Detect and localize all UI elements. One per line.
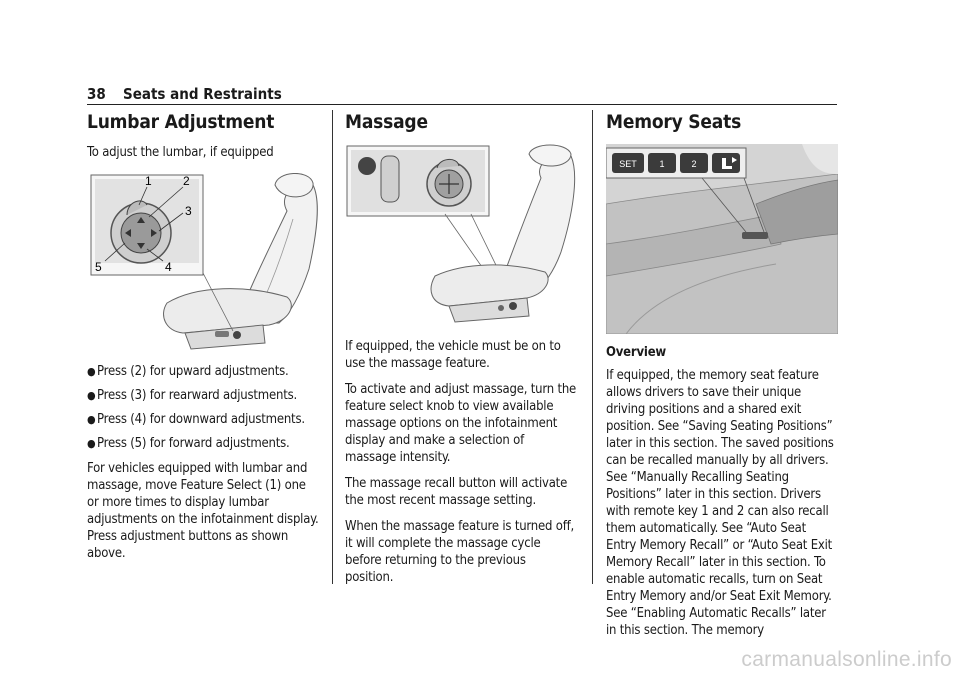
bullet-icon: ● <box>87 389 96 402</box>
lumbar-label-4: 4 <box>165 260 172 274</box>
memory-2-button-label: 2 <box>691 159 697 169</box>
lumbar-seat-illustration <box>87 173 319 351</box>
lumbar-label-3: 3 <box>185 204 192 218</box>
lumbar-label-2: 2 <box>183 174 190 188</box>
memory-1-button-label: 1 <box>659 159 665 169</box>
page-header <box>87 84 837 104</box>
bullet-icon: ● <box>87 413 96 426</box>
memory-subheading: Overview <box>606 345 667 360</box>
lumbar-label-5: 5 <box>95 260 102 274</box>
list-item: ● Press (2) for upward adjustments. <box>87 364 289 379</box>
list-item: ● Press (5) for forward adjustments. <box>87 436 290 451</box>
page-number: 38 <box>87 85 106 103</box>
massage-paragraph: The massage recall button will activate the most recent massage setting. <box>345 476 568 508</box>
massage-column <box>345 110 577 595</box>
memory-column <box>606 110 838 648</box>
memory-body: If equipped, the memory seat feature allows drivers to save their unique driving positions and a shared exit position. See “Saving Seating Positions” later in this section. The saved positions can be recalled manually by all drivers. See “Manually Recalling Seating Positions” later in this section. Drivers with remote key 1 and 2 can also recall them automatically. See “Auto Seat Entry Memory Recall” or “Auto Seat Exit Memory Recall” later in this section. To enable automatic recalls, turn on Seat Entry Memory and/or Seat Exit Memory. See “Enabling Automatic Recalls” later in this section. The memory <box>606 368 834 638</box>
memory-set-button-label: SET <box>619 159 637 169</box>
list-item: ● Press (3) for rearward adjustments. <box>87 388 297 403</box>
lumbar-heading: Lumbar Adjustment <box>87 111 275 133</box>
lumbar-body: For vehicles equipped with lumbar and massage, move Feature Select (1) one or more times to display lumbar adjustments on the infotainment display. Press adjustment buttons as shown above. <box>87 461 319 561</box>
memory-door-illustration <box>606 144 838 334</box>
column-divider <box>332 110 333 584</box>
lumbar-label-1: 1 <box>145 174 152 188</box>
memory-heading: Memory Seats <box>606 111 742 133</box>
lumbar-intro: To adjust the lumbar, if equipped <box>87 145 274 160</box>
lumbar-bullet-list <box>87 363 319 452</box>
column-divider <box>592 110 593 584</box>
lumbar-column <box>87 110 319 571</box>
bullet-icon: ● <box>87 365 96 378</box>
bullet-icon: ● <box>87 437 96 450</box>
massage-heading: Massage <box>345 111 428 133</box>
header-divider <box>87 104 837 105</box>
section-title: Seats and Restraints <box>123 85 282 103</box>
list-item: ● Press (4) for downward adjustments. <box>87 412 305 427</box>
massage-seat-illustration <box>345 144 577 324</box>
watermark: carmanualsonline.info <box>741 648 952 671</box>
massage-paragraph: To activate and adjust massage, turn the feature select knob to view available massage options on the infotainment display and make a selection of massage intensity. <box>345 382 577 465</box>
massage-paragraph: When the massage feature is turned off, it will complete the massage cycle before returning to the previous position. <box>345 519 575 585</box>
massage-paragraph: If equipped, the vehicle must be on to use the massage feature. <box>345 339 561 371</box>
